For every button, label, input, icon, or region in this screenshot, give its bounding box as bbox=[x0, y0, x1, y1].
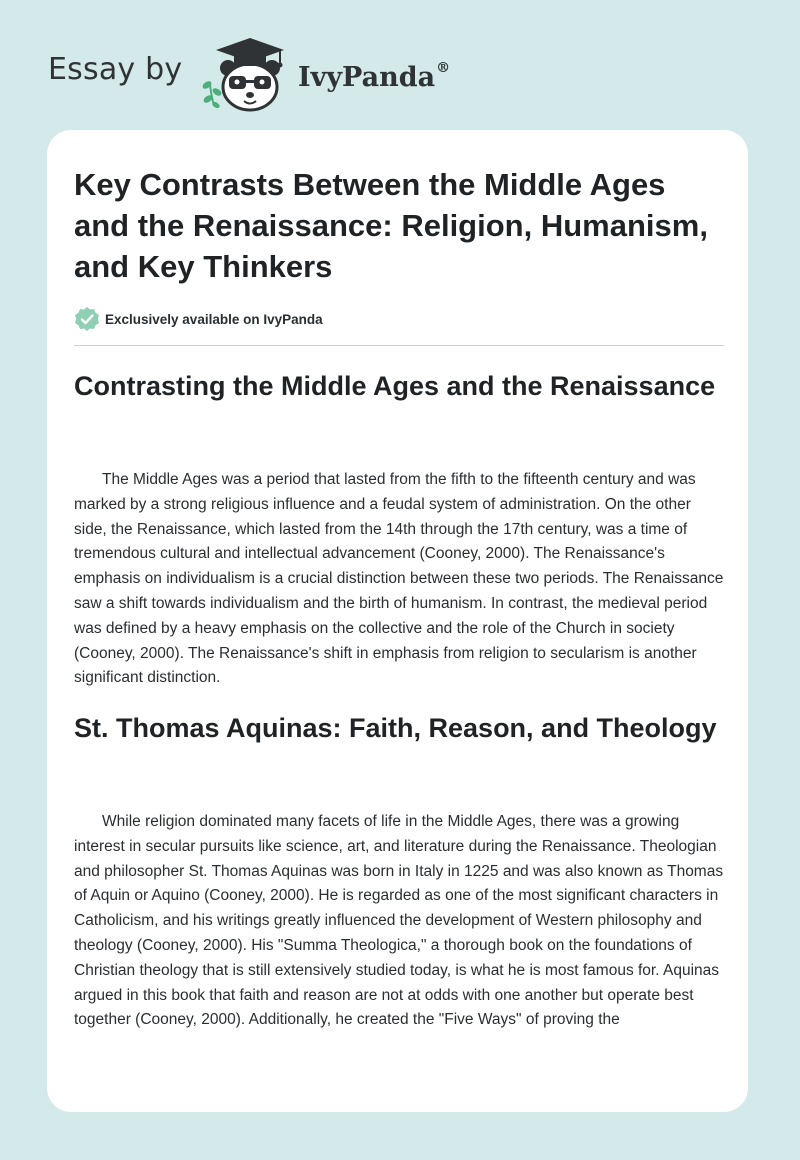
registered-mark: ® bbox=[436, 60, 451, 76]
section-heading: St. Thomas Aquinas: Faith, Reason, and Theology bbox=[74, 713, 717, 743]
exclusive-badge-label: Exclusively available on IvyPanda bbox=[105, 311, 323, 327]
site-header bbox=[0, 0, 800, 130]
section-paragraph: While religion dominated many facets of life in the Middle Ages, there was a growing interest in secular pursuits like science, art, and literature during the Renaissance. Theologian and philosopher St. Thomas Aquinas was born in Italy in 1225 and was also known as Thomas of Aquin or Aquino (Cooney, 2000). He is regarded as one of the most significant characters in Catholicism, and his writings greatly influenced the development of Western philosophy and theology (Cooney, 2000). His "Summa Theologica," a thorough book on the foundations of Christian theology that is still extensively studied today, is what he is most famous for. Aquinas argued in this book that faith and reason are not at odds with one another but operate best together (Cooney, 2000). Additionally, he created the "Five Ways" of proving the bbox=[74, 813, 724, 1029]
essay-title: Key Contrasts Between the Middle Ages and the Renaissance: Religion, Humanism, and Key Thinkers bbox=[74, 167, 708, 284]
section-heading: Contrasting the Middle Ages and the Renaissance bbox=[74, 371, 716, 401]
title-divider bbox=[74, 345, 724, 346]
brand-logo-text[interactable] bbox=[298, 52, 450, 98]
panda-mascot-icon bbox=[198, 32, 294, 112]
essay-card bbox=[47, 130, 748, 1112]
essay-by-label: Essay by bbox=[48, 52, 183, 87]
section-paragraph: The Middle Ages was a period that lasted from the fifth to the fifteenth century and was marked by a strong religious influence and a feudal system of administration. On the other side, the Renaissance, which lasted from the 14th through the 17th century, was a time of tremendous cultural and intellectual advancement (Cooney, 2000). The Renaissance's emphasis on individualism is a crucial distinction between these two periods. The Renaissance saw a shift towards individualism and the birth of humanism. In contrast, the medieval period was defined by a heavy emphasis on the collective and the role of the Church in society (Cooney, 2000). The Renaissance's shift in emphasis from religion to secularism is another significant distinction. bbox=[74, 471, 724, 687]
exclusive-badge bbox=[74, 306, 323, 332]
check-badge-icon bbox=[74, 306, 100, 332]
brand-name: IvyPanda bbox=[298, 62, 436, 93]
